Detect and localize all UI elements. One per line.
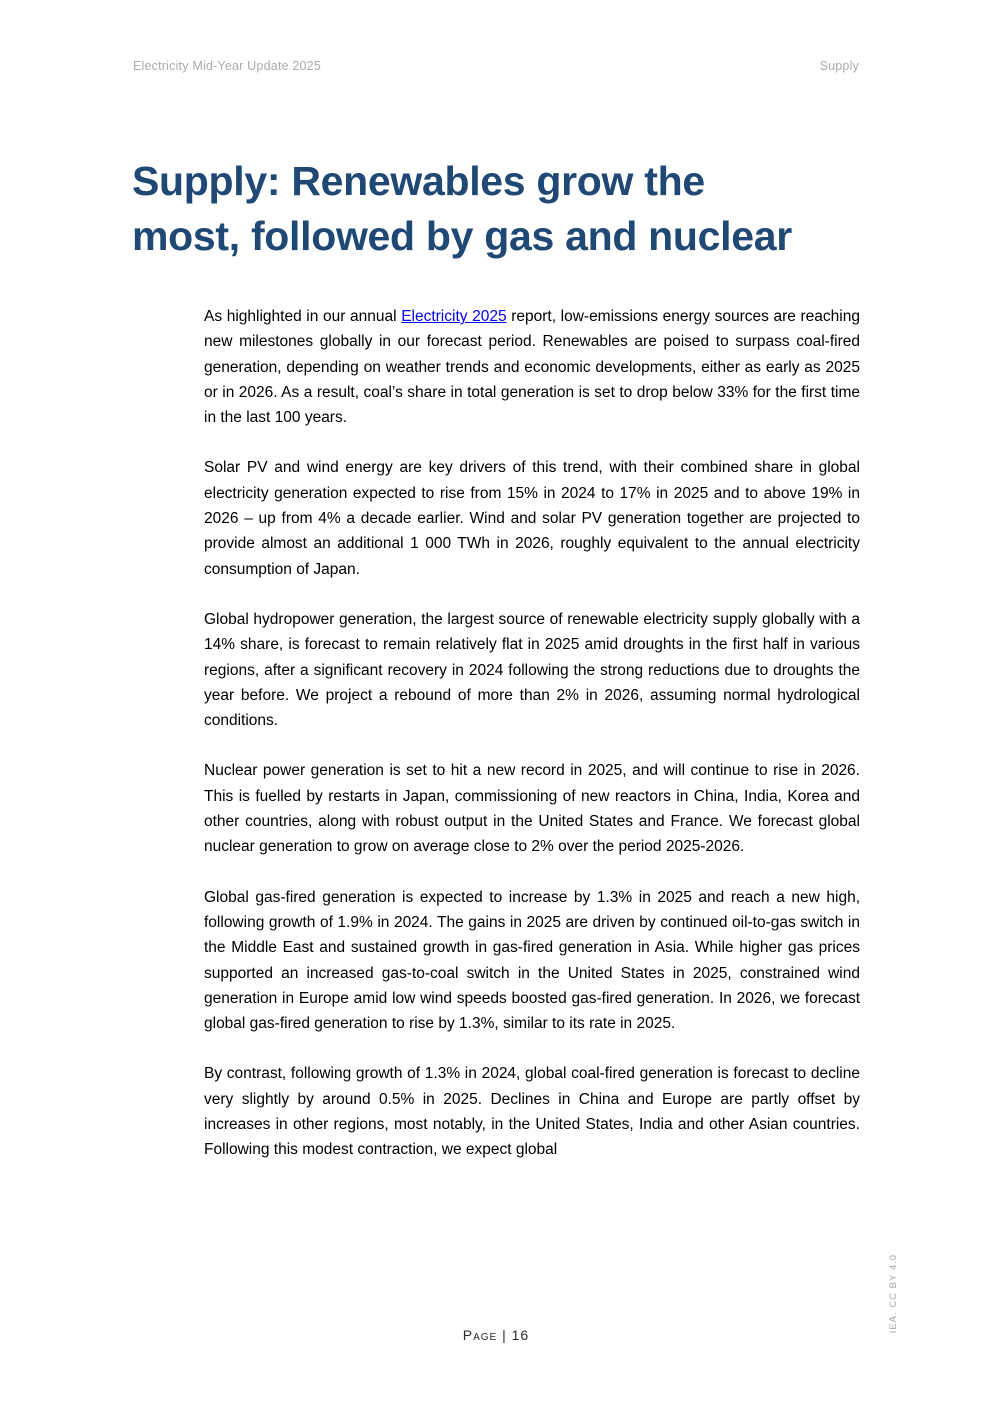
- page-title-line-1: Supply: Renewables grow the: [132, 158, 705, 205]
- paragraph-gas-fired: Global gas-fired generation is expected to increase by 1.3% in 2025 and reach a new high, following growth of 1.9% in 2024. The gains in 2025 are driven by continued oil-to-gas switch in the Middle East and sustained growth in gas-fired generation in Asia. While higher gas prices supported an increased gas-to-coal switch in the United States in 2025, constrained wind generation in Europe amid low wind speeds boosted gas-fired generation. In 2026, we forecast global gas-fired generation to rise by 1.3%, similar to its rate in 2025.: [204, 888, 860, 1033]
- paragraph-low-emissions: [204, 304, 860, 430]
- paragraph-1-text-before-link: As highlighted in our annual: [204, 308, 402, 325]
- page-number-label: Page | 16: [462, 1327, 530, 1343]
- paragraph-coal-fired: By contrast, following growth of 1.3% in 2024, global coal-fired generation is forecast to decline very slightly by around 0.5% in 2025. Declines in China and Europe are partly offset by increases in other regions, most notably, in the United States, India and other Asian countries. Following this modest contraction, we expect global: [204, 1065, 860, 1159]
- page-title-line-2: most, followed by gas and nuclear: [132, 213, 792, 260]
- running-header: [133, 59, 859, 73]
- page-title: [132, 154, 912, 264]
- header-section-label: Supply: [819, 59, 859, 73]
- electricity-2025-report-link[interactable]: Electricity 2025: [401, 308, 507, 325]
- body-content: [204, 304, 860, 1188]
- header-document-title: Electricity Mid-Year Update 2025: [133, 59, 321, 73]
- iea-license-vertical-text: IEA. CC BY 4.0: [888, 1253, 899, 1333]
- paragraph-1-text-after-link: report, low-emissions energy sources are reaching new milestones globally in our forecast period. Renewables are poised to surpass coal-fired generation, depending on weather trends and economic developments, either as early as 2025 or in 2026. As a result, coal’s share in total generation is set to drop below 33% for the first time in the last 100 years.: [204, 308, 860, 427]
- page-number-footer: [133, 1327, 859, 1343]
- paragraph-nuclear: Nuclear power generation is set to hit a new record in 2025, and will continue to rise in 2026. This is fuelled by restarts in Japan, commissioning of new reactors in China, India, Korea and other countries, along with robust output in the United States and France. We forecast global nuclear generation to grow on average close to 2% over the period 2025-2026.: [204, 762, 860, 856]
- paragraph-solar-wind: Solar PV and wind energy are key drivers of this trend, with their combined share in global electricity generation expected to rise from 15% in 2024 to 17% in 2025 and to above 19% in 2026 – up from 4% a decade earlier. Wind and solar PV generation together are projected to provide almost an additional 1 000 TWh in 2026, roughly equivalent to the annual electricity consumption of Japan.: [204, 459, 860, 578]
- paragraph-hydropower: Global hydropower generation, the largest source of renewable electricity supply globally with a 14% share, is forecast to remain relatively flat in 2025 amid droughts in the first half in various regions, after a significant recovery in 2024 following the strong reductions due to droughts the year before. We project a rebound of more than 2% in 2026, assuming normal hydrological conditions.: [204, 610, 860, 730]
